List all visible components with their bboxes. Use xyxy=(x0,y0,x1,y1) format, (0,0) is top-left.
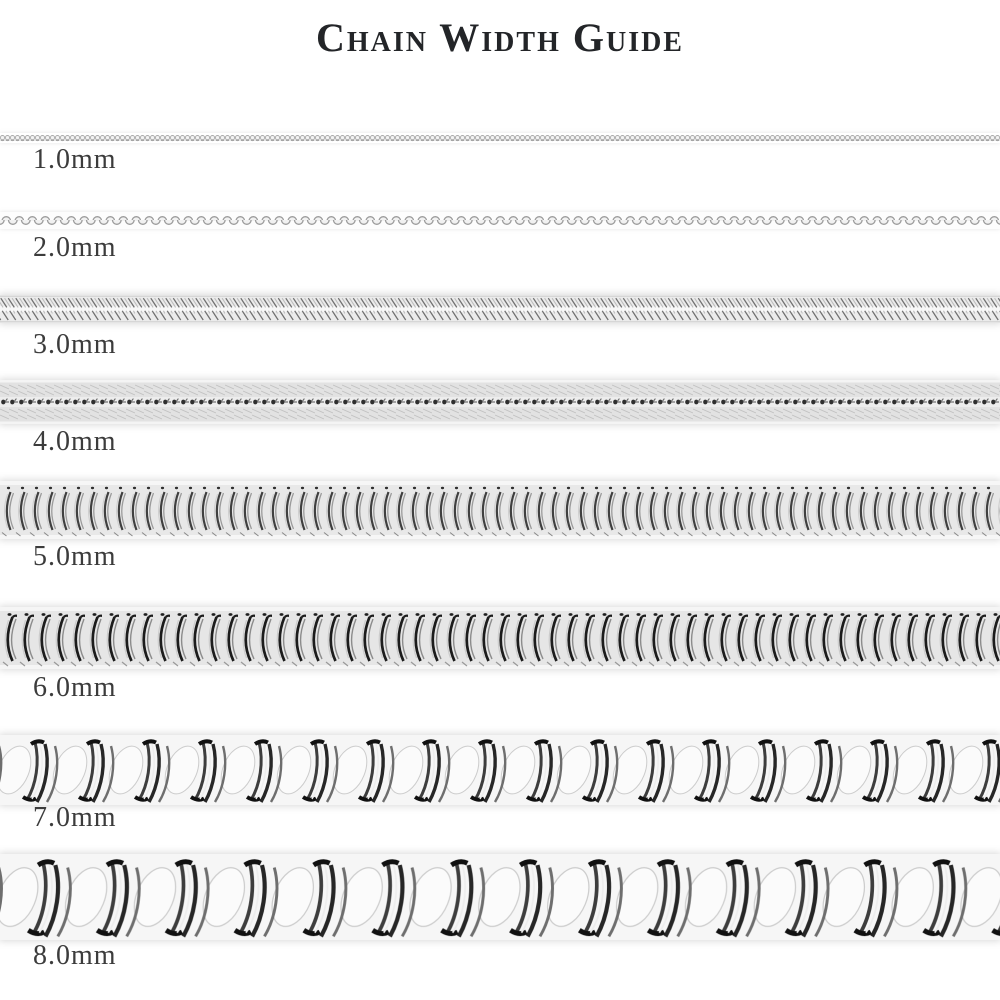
chain-image-4-0mm-snake xyxy=(0,380,1000,424)
chain-size-label: 3.0mm xyxy=(33,329,117,360)
page-title: Chain Width Guide xyxy=(316,15,684,60)
chain-size-label: 6.0mm xyxy=(33,672,117,703)
chain-size-label: 8.0mm xyxy=(33,940,117,971)
chain-size-label: 2.0mm xyxy=(33,232,117,263)
chain-image-8-0mm-rope xyxy=(0,854,1000,940)
chain-image-7-0mm-rope xyxy=(0,735,1000,805)
chain-size-label: 7.0mm xyxy=(33,802,117,833)
chain-size-label: 1.0mm xyxy=(33,144,117,175)
chain-image-1-0mm-box xyxy=(0,133,1000,143)
chain-image-3-0mm-snake xyxy=(0,295,1000,323)
chain-size-label: 5.0mm xyxy=(33,541,117,572)
chain-image-5-0mm-snake xyxy=(0,481,1000,539)
chain-size-label: 4.0mm xyxy=(33,426,117,457)
chain-image-2-0mm-box xyxy=(0,212,1000,229)
chain-image-6-0mm-snake xyxy=(0,607,1000,669)
